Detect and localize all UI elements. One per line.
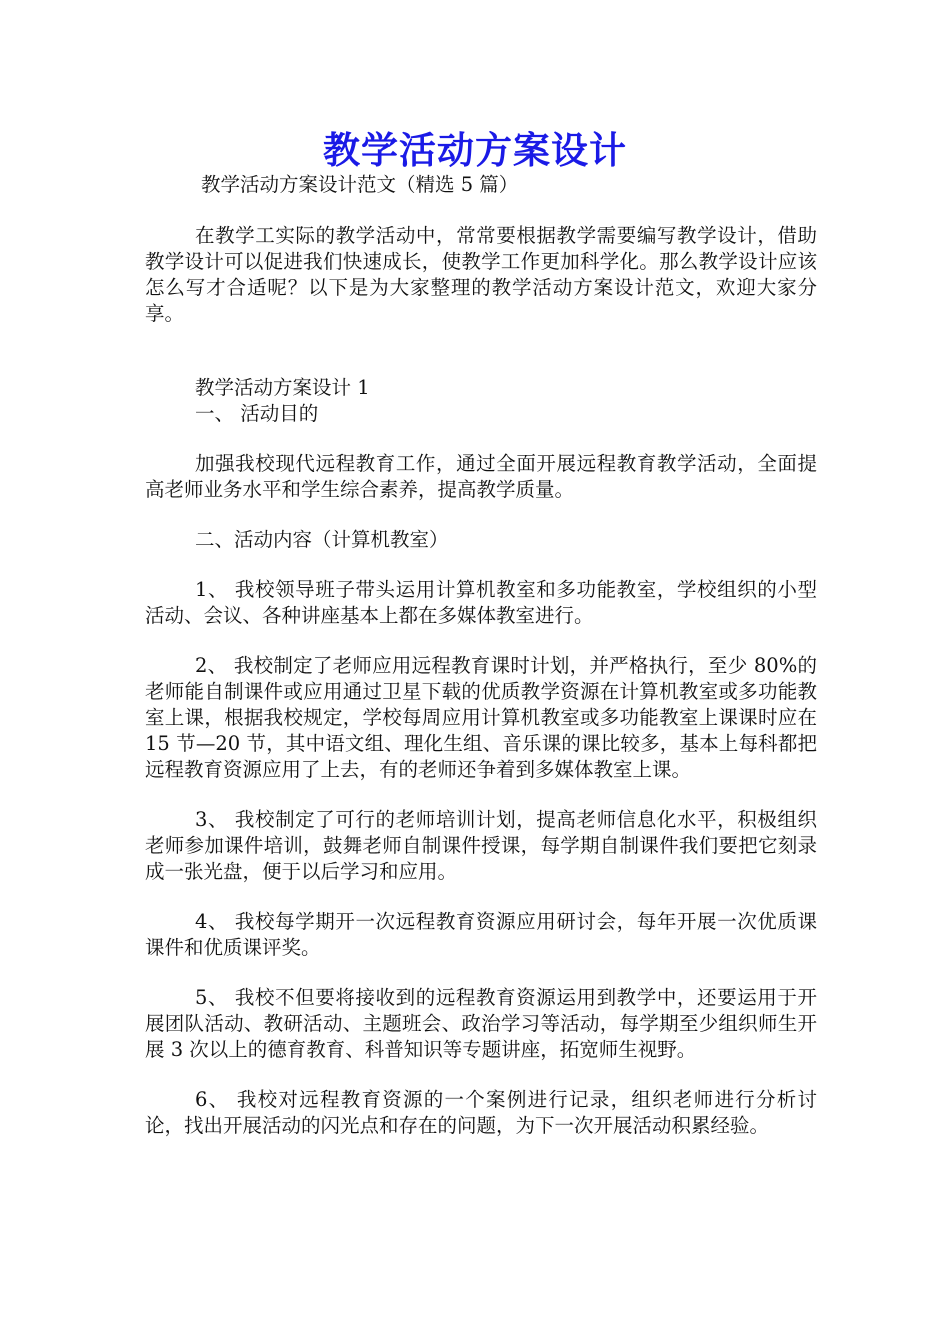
- list-item: 6、 我校对远程教育资源的一个案例进行记录，组织老师进行分析讨论，找出开展活动的闪光点和存在的问题，为下一次开展活动积累经验。: [145, 1088, 817, 1137]
- list-item: 2、 我校制定了老师应用远程教育课时计划，并严格执行，至少 80%的老师能自制课件或应用通过卫星下载的优质教学资源在计算机教室或多功能教室上课，根据我校规定，学校每周应用计算机教室或多功能教室上课课时应在 15 节—20 节，其中语文组、理化生组、音乐课的课比较多，基本上每科都把远程教育资源应用了上去，有的老师还争着到多媒体教室上课。: [145, 654, 817, 781]
- list-item: 3、 我校制定了可行的老师培训计划，提高老师信息化水平，积极组织老师参加课件培训，鼓舞老师自制课件授课，每学期自制课件我们要把它刻录成一张光盘，便于以后学习和应用。: [145, 808, 817, 883]
- list-item: 4、 我校每学期开一次远程教育资源应用研讨会，每年开展一次优质课课件和优质课评奖。: [145, 910, 817, 959]
- document-subtitle: 教学活动方案设计范文（精选 5 篇）: [201, 173, 519, 196]
- purpose-paragraph: 加强我校现代远程教育工作，通过全面开展远程教育教学活动，全面提高老师业务水平和学生综合素养，提高教学质量。: [145, 452, 817, 501]
- document-title: 教学活动方案设计: [323, 128, 627, 172]
- section-heading: 教学活动方案设计 1: [195, 376, 370, 399]
- list-item: 5、 我校不但要将接收到的远程教育资源运用到教学中，还要运用于开展团队活动、教研活动、主题班会、政治学习等活动，每学期至少组织师生开展 3 次以上的德育教育、科普知识等专题讲座，拓宽师生视野。: [145, 986, 817, 1061]
- part-heading-content: 二、活动内容（计算机教室）: [195, 528, 449, 551]
- list-item: 1、 我校领导班子带头运用计算机教室和多功能教室，学校组织的小型活动、会议、各种讲座基本上都在多媒体教室进行。: [145, 578, 817, 627]
- document-body: [145, 172, 817, 1139]
- part-heading-purpose: 一、 活动目的: [195, 402, 319, 425]
- intro-paragraph: 在教学工实际的教学活动中，常常要根据教学需要编写教学设计，借助教学设计可以促进我们快速成长，使教学工作更加科学化。那么教学设计应该怎么写才合适呢？以下是为大家整理的教学活动方案设计范文，欢迎大家分享。: [145, 224, 817, 325]
